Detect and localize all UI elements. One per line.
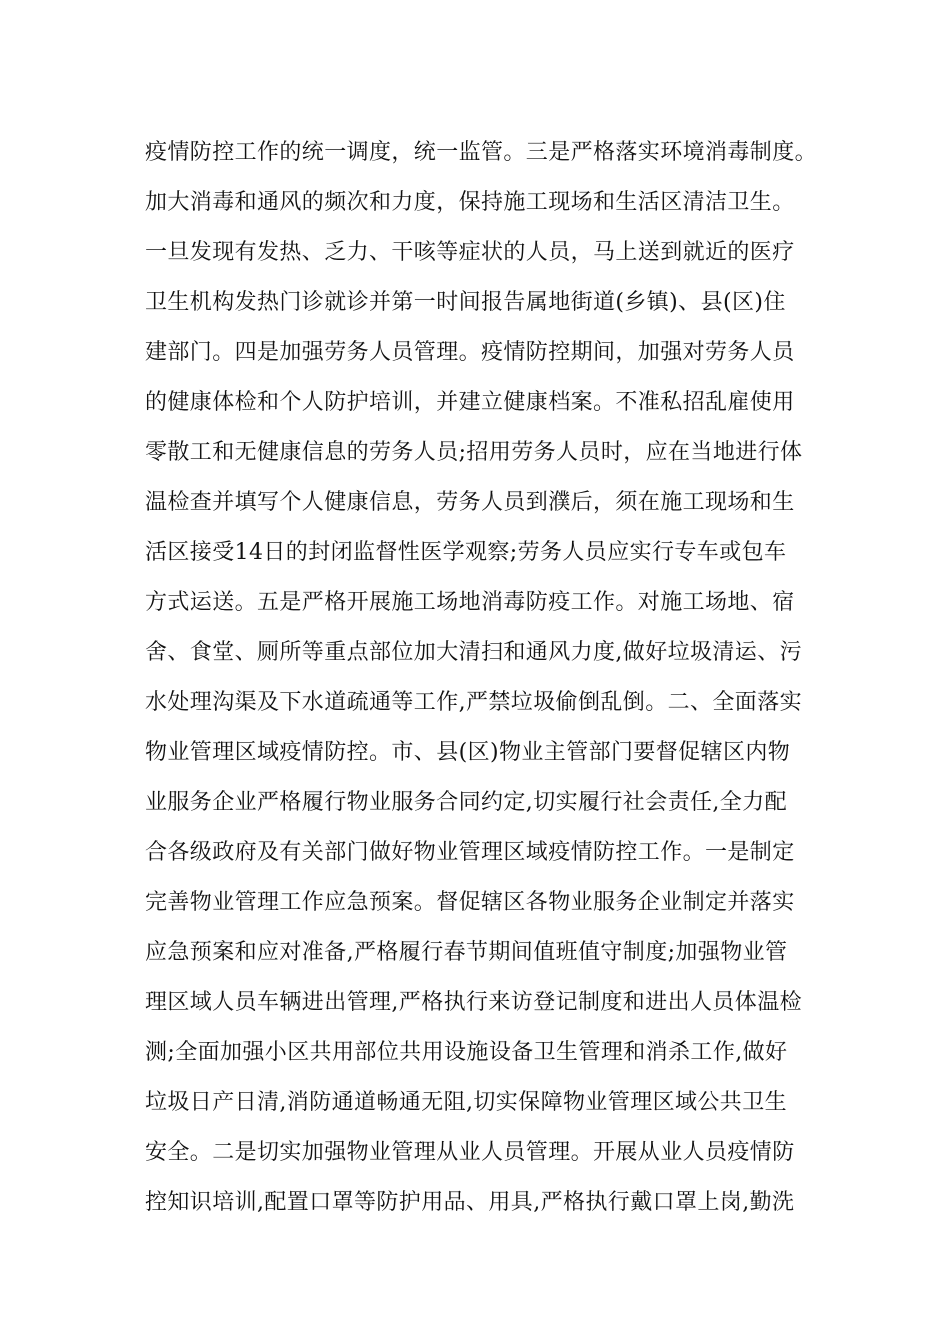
- text-line: 卫生机构发热门诊就诊并第一时间报告属地街道(乡镇)、县(区)住: [145, 290, 786, 315]
- text-line: 零散工和无健康信息的劳务人员;招用劳务人员时，应在当地进行体: [145, 440, 803, 465]
- text-line: 建部门。四是加强劳务人员管理。疫情防控期间，加强对劳务人员: [145, 340, 795, 365]
- body-text: [145, 128, 825, 1228]
- text-line: 安全。二是切实加强物业管理从业人员管理。开展从业人员疫情防: [145, 1140, 795, 1165]
- text-line: 舍、食堂、厕所等重点部位加大清扫和通风力度,做好垃圾清运、污: [145, 640, 802, 665]
- text-line: 应急预案和应对准备,严格履行春节期间值班值守制度;加强物业管: [145, 940, 788, 965]
- text-line: 水处理沟渠及下水道疏通等工作,严禁垃圾偷倒乱倒。二、全面落实: [145, 690, 802, 715]
- text-line: 垃圾日产日清,消防通道畅通无阻,切实保障物业管理区域公共卫生: [145, 1090, 787, 1115]
- text-line: 加大消毒和通风的频次和力度，保持施工现场和生活区清洁卫生。: [145, 190, 795, 215]
- text-line: 业服务企业严格履行物业服务合同约定,切实履行社会责任,全力配: [145, 790, 787, 815]
- text-line: 理区域人员车辆进出管理,严格执行来访登记制度和进出人员体温检: [145, 990, 802, 1015]
- text-line: 一旦发现有发热、乏力、干咳等症状的人员，马上送到就近的医疗: [145, 240, 795, 265]
- text-line: 的健康体检和个人防护培训，并建立健康档案。不准私招乱雇使用: [145, 390, 795, 415]
- text-line: 完善物业管理工作应急预案。督促辖区各物业服务企业制定并落实: [145, 890, 795, 915]
- text-line: 方式运送。五是严格开展施工场地消毒防疫工作。对施工场地、宿: [145, 590, 795, 615]
- text-line: 测;全面加强小区共用部位共用设施设备卫生管理和消杀工作,做好: [145, 1040, 788, 1065]
- text-line: 控知识培训,配置口罩等防护用品、用具,严格执行戴口罩上岗,勤洗: [145, 1190, 795, 1215]
- text-line: 合各级政府及有关部门做好物业管理区域疫情防控工作。一是制定: [145, 840, 795, 865]
- text-line: 疫情防控工作的统一调度，统一监管。三是严格落实环境消毒制度。: [145, 140, 818, 165]
- text-line: 活区接受14日的封闭监督性医学观察;劳务人员应实行专车或包车: [145, 540, 787, 565]
- text-line: 物业管理区域疫情防控。市、县(区)物业主管部门要督促辖区内物: [145, 740, 791, 765]
- text-line: 温检查并填写个人健康信息，劳务人员到濮后，须在施工现场和生: [145, 490, 795, 515]
